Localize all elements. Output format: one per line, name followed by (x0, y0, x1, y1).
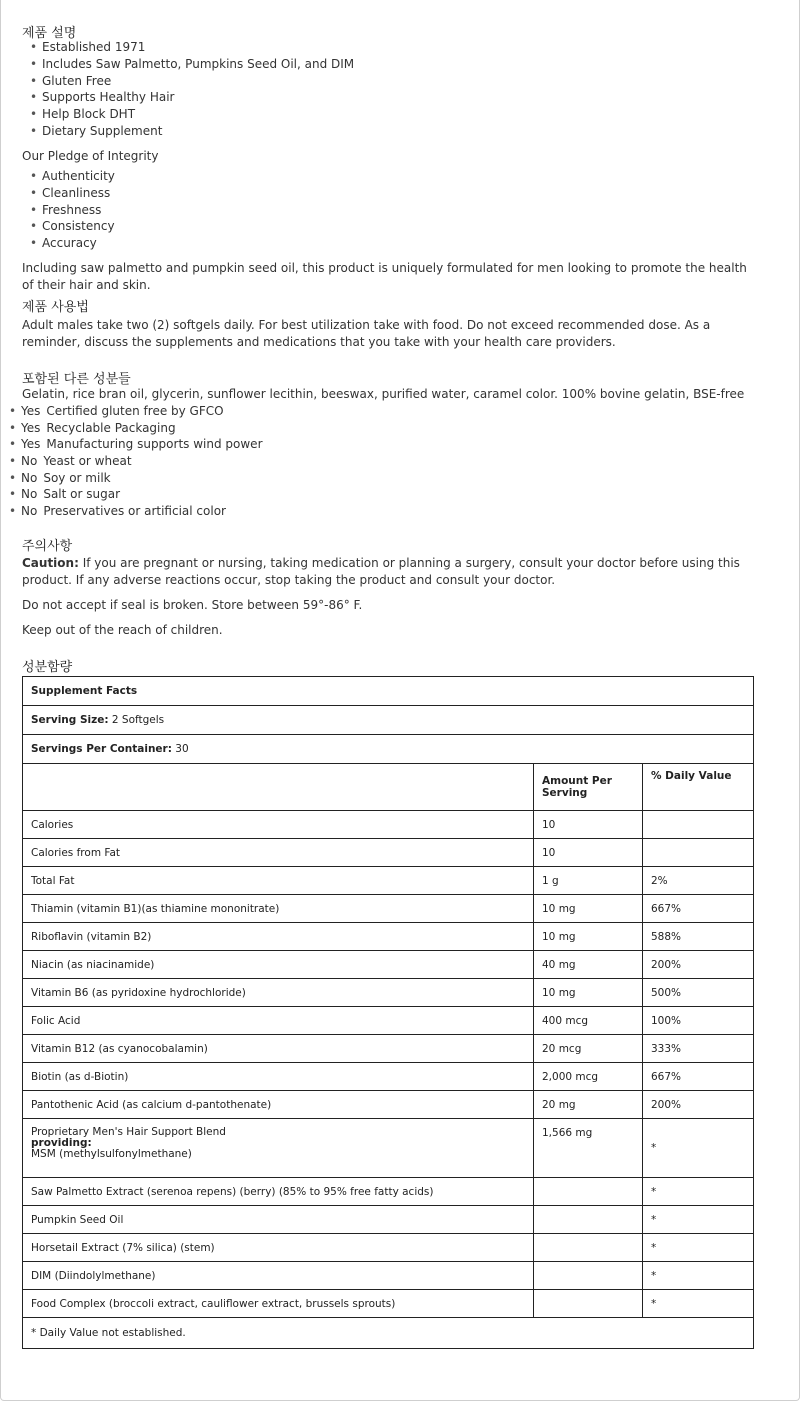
nutrient-name: Calories (23, 811, 534, 839)
blend-first-ingredient: MSM (methylsulfonylmethane) (31, 1148, 192, 1160)
table-row (23, 951, 754, 979)
nutrient-dv: 588% (643, 923, 754, 951)
attribute-text: Certified gluten free by GFCO (46, 404, 224, 418)
servings-value: 30 (171, 743, 189, 755)
facts-title-cell (23, 677, 754, 706)
servings-cell (23, 735, 754, 764)
caution-label: Caution: (22, 556, 79, 570)
blend-name: Proprietary Men's Hair Support Blend (31, 1126, 226, 1138)
serving-size-label: Serving Size: (31, 714, 109, 726)
ingredient-name: Saw Palmetto Extract (serenoa repens) (berry) (85% to 95% free fatty acids) (23, 1178, 534, 1206)
description-heading: 제품 설명 (22, 26, 77, 41)
supplement-facts-table (22, 676, 754, 1349)
nutrient-amount: 2,000 mcg (534, 1063, 643, 1091)
ingredients-heading: 포함된 다른 성분들 (22, 372, 131, 387)
col-amount-header: Amount Per Serving (542, 775, 612, 799)
ingredients-text: Gelatin, rice bran oil, glycerin, sunflower lecithin, beeswax, purified water, caramel color. 100% bovine gelatin, BSE-free (22, 387, 745, 401)
attribute-flag: Yes (21, 420, 41, 435)
table-row (23, 1091, 754, 1119)
ingredient-amount (534, 1206, 643, 1234)
pledge-list (30, 168, 115, 252)
table-row (23, 839, 754, 867)
list-item (9, 420, 263, 437)
serving-size-value: 2 Softgels (108, 714, 165, 726)
attribute-list (9, 403, 263, 520)
list-item (9, 436, 263, 453)
table-row (23, 1063, 754, 1091)
attribute-flag: No (21, 454, 38, 469)
blend-dv: * (643, 1119, 754, 1178)
list-item (9, 470, 263, 487)
nutrient-amount: 400 mcg (534, 1007, 643, 1035)
serving-size-cell (23, 706, 754, 735)
blend-amount: 1,566 mg (534, 1119, 643, 1178)
nutrient-amount: 10 (534, 811, 643, 839)
facts-footnote: * Daily Value not established. (23, 1318, 754, 1349)
list-item: • Dietary Supplement (30, 123, 354, 140)
nutrient-name: Folic Acid (23, 1007, 534, 1035)
table-header-cell (534, 764, 643, 811)
nutrient-dv: 100% (643, 1007, 754, 1035)
nutrient-amount: 1 g (534, 867, 643, 895)
attribute-text: Salt or sugar (43, 487, 121, 502)
table-row (23, 1206, 754, 1234)
list-item: • Gluten Free (30, 73, 354, 90)
nutrient-dv (643, 811, 754, 839)
ingredient-dv: * (643, 1290, 754, 1318)
nutrient-dv: 667% (643, 895, 754, 923)
nutrient-amount: 10 mg (534, 923, 643, 951)
attribute-text: Manufacturing supports wind power (46, 437, 263, 452)
ingredient-name: Pumpkin Seed Oil (23, 1206, 534, 1234)
table-row (23, 1290, 754, 1318)
list-item: • Includes Saw Palmetto, Pumpkins Seed Oil, and DIM (30, 56, 354, 73)
nutrient-name: Niacin (as niacinamide) (23, 951, 534, 979)
warnings-heading: 주의사항 (22, 539, 73, 554)
table-row (23, 1007, 754, 1035)
nutrient-dv: 2% (643, 867, 754, 895)
table-row (23, 867, 754, 895)
attribute-text: Yeast or wheat (43, 454, 132, 469)
usage-text: Adult males take two (2) softgels daily. For best utilization take with food. Do not exceed recommended dose. As a reminder, discuss the supplements and medications that you take with your health care providers. (22, 318, 711, 349)
facts-heading: 성분함량 (22, 660, 73, 675)
table-row (23, 923, 754, 951)
nutrient-amount: 20 mg (534, 1091, 643, 1119)
attribute-text: Soy or milk (43, 470, 111, 485)
nutrient-name: Biotin (as d-Biotin) (23, 1063, 534, 1091)
table-header-row (23, 764, 754, 811)
table-row (23, 1262, 754, 1290)
ingredient-amount (534, 1178, 643, 1206)
list-item: • Accuracy (30, 235, 115, 252)
table-row (23, 1035, 754, 1063)
nutrient-name: Thiamin (vitamin B1)(as thiamine mononitrate) (23, 895, 534, 923)
blend-name-cell (23, 1119, 534, 1178)
ingredient-dv: * (643, 1206, 754, 1234)
nutrient-amount: 20 mcg (534, 1035, 643, 1063)
ingredient-dv: * (643, 1262, 754, 1290)
caution-text (22, 555, 762, 589)
seal-text: Do not accept if seal is broken. Store between 59°-86° F. (22, 598, 363, 612)
blend-providing: providing: (31, 1137, 92, 1149)
list-item: • Established 1971 (30, 39, 354, 56)
nutrient-amount: 10 mg (534, 895, 643, 923)
ingredient-amount (534, 1262, 643, 1290)
table-row (23, 735, 754, 764)
table-row (23, 1318, 754, 1349)
table-row (23, 979, 754, 1007)
nutrient-dv: 500% (643, 979, 754, 1007)
caution-body: If you are pregnant or nursing, taking medication or planning a surgery, consult your doctor before using this product. If any adverse reactions occur, stop taking the product and consult your doctor. (22, 556, 740, 587)
attribute-flag: No (21, 470, 38, 485)
ingredient-dv: * (643, 1234, 754, 1262)
table-row (23, 1234, 754, 1262)
ingredient-dv: * (643, 1178, 754, 1206)
nutrient-dv: 333% (643, 1035, 754, 1063)
table-row (23, 1178, 754, 1206)
nutrient-amount: 40 mg (534, 951, 643, 979)
attribute-text: Recyclable Packaging (46, 420, 176, 435)
attribute-flag: Yes (21, 404, 41, 418)
nutrient-dv: 200% (643, 1091, 754, 1119)
ingredient-amount (534, 1234, 643, 1262)
list-item: • Supports Healthy Hair (30, 89, 354, 106)
ingredient-name: Food Complex (broccoli extract, cauliflower extract, brussels sprouts) (23, 1290, 534, 1318)
nutrient-dv (643, 839, 754, 867)
nutrient-name: Vitamin B12 (as cyanocobalamin) (23, 1035, 534, 1063)
description-summary: Including saw palmetto and pumpkin seed oil, this product is uniquely formulated for men looking to promote the health of their hair and skin. (22, 261, 747, 292)
list-item: • Help Block DHT (30, 106, 354, 123)
nutrient-name: Calories from Fat (23, 839, 534, 867)
table-row (23, 706, 754, 735)
list-item: • Consistency (30, 218, 115, 235)
nutrient-name: Riboflavin (vitamin B2) (23, 923, 534, 951)
description-bullets (30, 39, 354, 140)
table-header-cell (643, 764, 754, 811)
ingredient-amount (534, 1290, 643, 1318)
list-item: • Cleanliness (30, 185, 115, 202)
ingredient-name: Horsetail Extract (7% silica) (stem) (23, 1234, 534, 1262)
table-row (23, 677, 754, 706)
usage-heading: 제품 사용법 (22, 300, 89, 315)
ingredient-name: DIM (Diindolylmethane) (23, 1262, 534, 1290)
attribute-flag: No (21, 504, 38, 519)
col-dv-header: % Daily Value (651, 770, 732, 782)
nutrient-dv: 200% (643, 951, 754, 979)
attribute-flag: Yes (21, 437, 41, 452)
attribute-flag: No (21, 487, 38, 502)
pledge-title: Our Pledge of Integrity (22, 149, 159, 163)
nutrient-amount: 10 mg (534, 979, 643, 1007)
list-item (9, 486, 263, 503)
servings-label: Servings Per Container: (31, 743, 172, 755)
list-item (9, 503, 263, 520)
list-item (9, 453, 263, 470)
table-header-cell (23, 764, 534, 811)
list-item: • Freshness (30, 202, 115, 219)
nutrient-name: Total Fat (23, 867, 534, 895)
nutrient-amount: 10 (534, 839, 643, 867)
nutrient-name: Vitamin B6 (as pyridoxine hydrochloride) (23, 979, 534, 1007)
table-row (23, 811, 754, 839)
children-text: Keep out of the reach of children. (22, 623, 223, 637)
attribute-text: Preservatives or artificial color (43, 504, 226, 519)
list-item (9, 403, 263, 420)
nutrient-name: Pantothenic Acid (as calcium d-pantothenate) (23, 1091, 534, 1119)
facts-title: Supplement Facts (31, 685, 138, 697)
table-row (23, 1119, 754, 1178)
nutrient-dv: 667% (643, 1063, 754, 1091)
table-row (23, 895, 754, 923)
list-item: • Authenticity (30, 168, 115, 185)
